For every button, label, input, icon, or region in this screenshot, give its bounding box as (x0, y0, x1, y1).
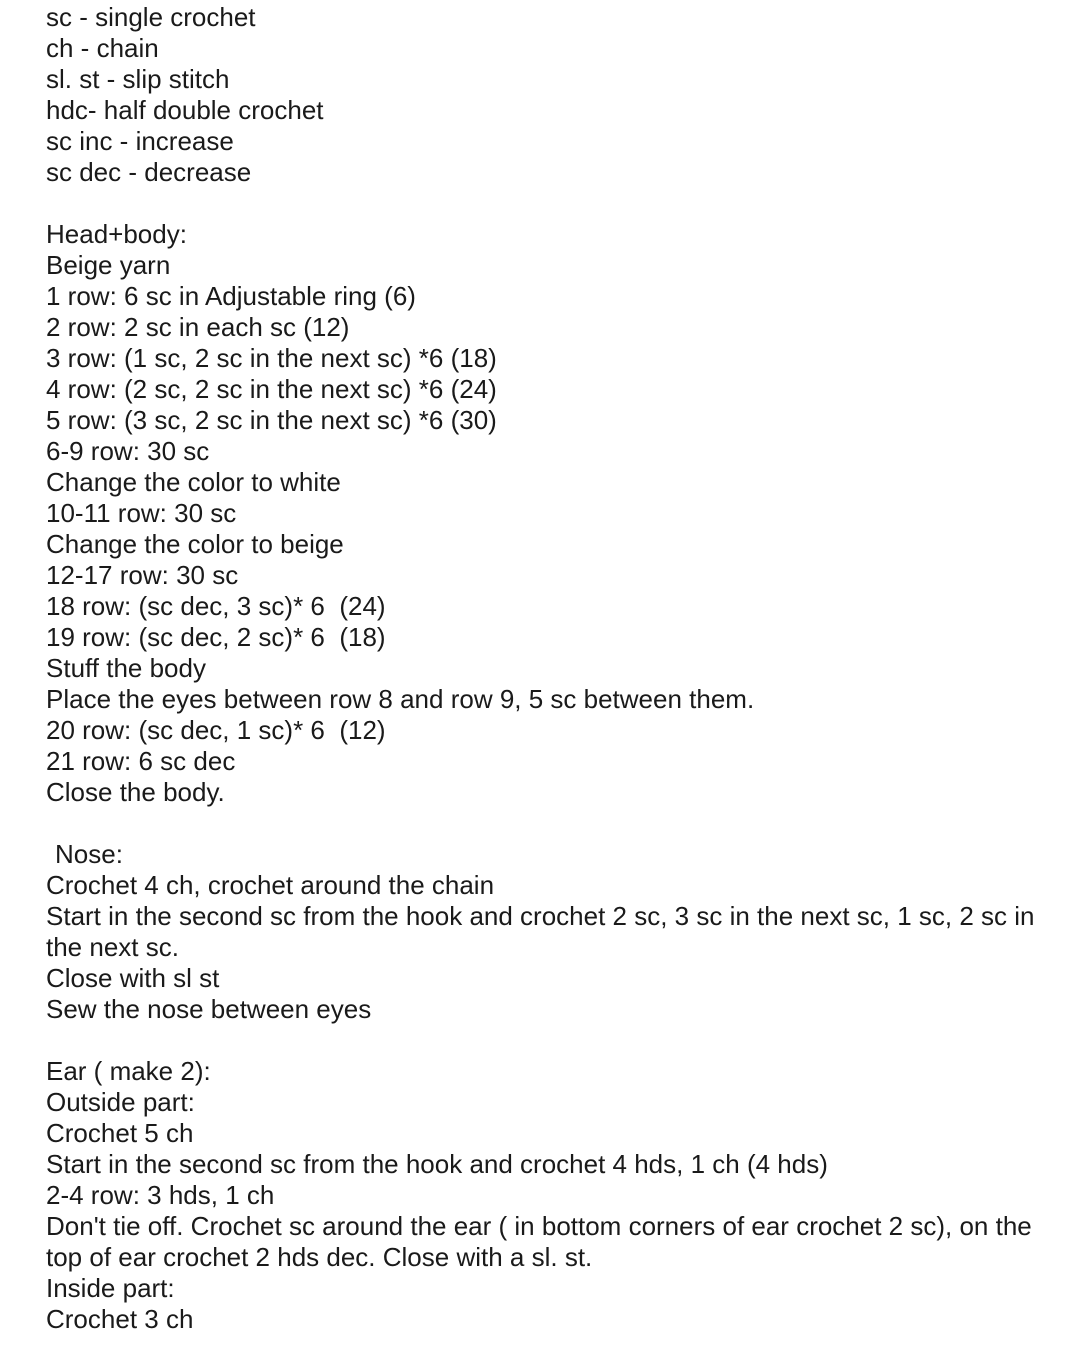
abbreviation-line: sc dec - decrease (46, 157, 252, 187)
spacer (46, 188, 1078, 219)
instruction-line: Start in the second sc from the hook and crochet 4 hds, 1 ch (4 hds) (46, 1149, 828, 1179)
abbreviation-line: sc inc - increase (46, 126, 234, 156)
instruction-line: 18 row: (sc dec, 3 sc)* 6 (24) (46, 591, 386, 621)
instruction-line: Crochet 4 ch, crochet around the chain (46, 870, 495, 900)
head-body-section (46, 219, 1078, 808)
instruction-line: 4 row: (2 sc, 2 sc in the next sc) *6 (24) (46, 374, 497, 404)
instruction-line: 2-4 row: 3 hds, 1 ch (46, 1180, 275, 1210)
section-heading-ear: Ear ( make 2): (46, 1056, 211, 1086)
instruction-line: Close with sl st (46, 963, 220, 993)
instruction-line: 6-9 row: 30 sc (46, 436, 210, 466)
instruction-line: Change the color to white (46, 467, 341, 497)
instruction-line: Crochet 3 ch (46, 1304, 194, 1334)
instruction-line: 5 row: (3 sc, 2 sc in the next sc) *6 (30) (46, 405, 497, 435)
instruction-line: 2 row: 2 sc in each sc (12) (46, 312, 350, 342)
instruction-line: the next sc. (46, 932, 179, 962)
instruction-line: 3 row: (1 sc, 2 sc in the next sc) *6 (18) (46, 343, 497, 373)
abbreviation-line: hdc- half double crochet (46, 95, 324, 125)
spacer (46, 1025, 1078, 1056)
instruction-line: Sew the nose between eyes (46, 994, 372, 1024)
nose-section (46, 839, 1078, 1025)
abbreviation-line: ch - chain (46, 33, 159, 63)
instruction-line: Beige yarn (46, 250, 171, 280)
abbreviations-list (46, 2, 1078, 188)
instruction-line: Don't tie off. Crochet sc around the ear ( in bottom corners of ear crochet 2 sc), on the (46, 1211, 1032, 1241)
abbreviation-line: sc - single crochet (46, 2, 256, 32)
instruction-line: 20 row: (sc dec, 1 sc)* 6 (12) (46, 715, 386, 745)
section-heading-head-body: Head+body: (46, 219, 187, 249)
pattern-document (46, 2, 1078, 1335)
instruction-line: Stuff the body (46, 653, 206, 683)
instruction-line: 21 row: 6 sc dec (46, 746, 236, 776)
instruction-line: Inside part: (46, 1273, 175, 1303)
ear-section (46, 1056, 1078, 1335)
instruction-line: Outside part: (46, 1087, 195, 1117)
instruction-line: 1 row: 6 sc in Adjustable ring (6) (46, 281, 416, 311)
instruction-line: Close the body. (46, 777, 225, 807)
instruction-line: 19 row: (sc dec, 2 sc)* 6 (18) (46, 622, 386, 652)
section-heading-nose: Nose: (55, 839, 123, 869)
spacer (46, 808, 1078, 839)
instruction-line: Change the color to beige (46, 529, 344, 559)
instruction-line: Place the eyes between row 8 and row 9, 5 sc between them. (46, 684, 755, 714)
instruction-line: 10-11 row: 30 sc (46, 498, 237, 528)
abbreviation-line: sl. st - slip stitch (46, 64, 230, 94)
instruction-line: top of ear crochet 2 hds dec. Close with a sl. st. (46, 1242, 593, 1272)
instruction-line: Start in the second sc from the hook and crochet 2 sc, 3 sc in the next sc, 1 sc, 2 sc in (46, 901, 1035, 931)
instruction-line: 12-17 row: 30 sc (46, 560, 239, 590)
instruction-line: Crochet 5 ch (46, 1118, 194, 1148)
